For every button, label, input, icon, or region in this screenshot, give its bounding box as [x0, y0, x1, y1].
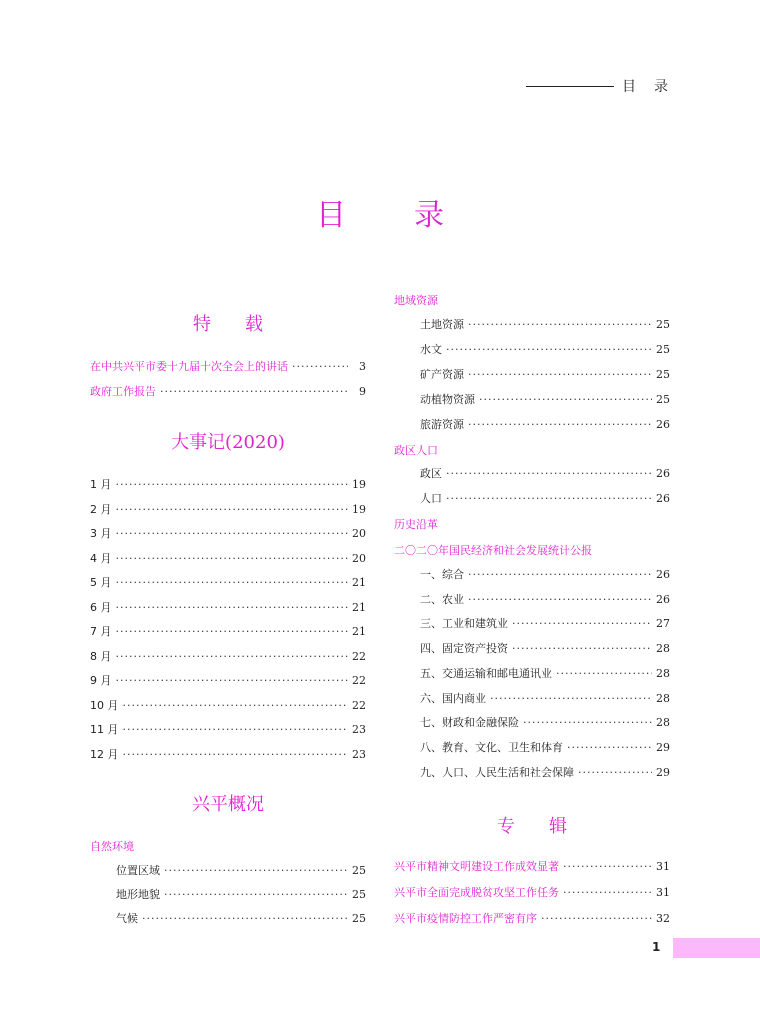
- toc-entry-page: 25: [656, 393, 670, 406]
- toc-entry-page: 29: [656, 765, 670, 779]
- toc-entry-label: 1 月: [90, 478, 112, 491]
- toc-entry-label: 政区: [420, 467, 442, 480]
- toc-entry[interactable]: [90, 625, 366, 639]
- leader-dots: [468, 318, 652, 332]
- toc-entry-label: 位置区域: [116, 864, 160, 877]
- toc-entry-label: 7 月: [90, 625, 112, 638]
- running-head-rule: [526, 86, 614, 87]
- subhead-history: 历史沿革: [394, 518, 438, 531]
- toc-entry-label: 兴平市精神文明建设工作成效显著: [394, 860, 559, 873]
- toc-entry-label: 水文: [420, 343, 442, 356]
- toc-entry-page: 25: [656, 343, 670, 356]
- leader-dots: [578, 766, 652, 780]
- toc-entry-page: 19: [352, 502, 366, 516]
- leader-dots: [123, 723, 349, 737]
- toc-entry-page: 25: [352, 864, 366, 877]
- toc-entry[interactable]: [90, 360, 366, 374]
- leader-dots: [116, 674, 349, 688]
- leader-dots: [116, 478, 349, 492]
- toc-entry-page: 21: [352, 625, 366, 638]
- leader-dots: [468, 593, 652, 607]
- toc-entry[interactable]: [394, 912, 670, 926]
- toc-entry-page: 21: [352, 600, 366, 614]
- toc-entry[interactable]: [420, 667, 670, 681]
- page-tab-decoration: [673, 938, 760, 958]
- leader-dots: [123, 699, 349, 713]
- leader-dots: [446, 343, 652, 357]
- toc-entry[interactable]: [90, 699, 366, 713]
- toc-entry-label: 动植物资源: [420, 393, 475, 406]
- toc-entry-page: 25: [656, 368, 670, 381]
- leader-dots: [446, 467, 652, 481]
- toc-entry-label: 矿产资源: [420, 368, 464, 381]
- leader-dots: [468, 368, 652, 382]
- toc-entry-page: 26: [656, 592, 670, 606]
- leader-dots: [164, 888, 348, 902]
- toc-entry-label: 3 月: [90, 527, 112, 540]
- toc-entry[interactable]: [420, 766, 670, 780]
- toc-entry-label: 三、工业和建筑业: [420, 617, 508, 631]
- toc-entry[interactable]: [420, 467, 670, 481]
- running-head-text: 目录: [622, 79, 686, 95]
- leader-dots: [116, 552, 349, 566]
- toc-entry-page: 29: [656, 740, 670, 754]
- toc-entry-label: 9 月: [90, 674, 112, 687]
- leader-dots: [123, 748, 349, 762]
- toc-entry[interactable]: [90, 748, 366, 762]
- toc-entry[interactable]: [116, 888, 366, 902]
- toc-entry[interactable]: [420, 593, 670, 607]
- toc-entry-label: 气候: [116, 912, 138, 925]
- toc-entry-label: 兴平市疫情防控工作严密有序: [394, 912, 537, 925]
- section-title-special: 特载: [193, 314, 297, 335]
- toc-entry-page: 26: [656, 568, 670, 581]
- toc-entry[interactable]: [420, 418, 670, 432]
- leader-dots: [523, 716, 652, 730]
- toc-entry-page: 19: [352, 478, 366, 491]
- toc-entry-label: 政府工作报告: [90, 385, 156, 398]
- toc-entry[interactable]: [420, 393, 670, 407]
- toc-entry[interactable]: [90, 723, 366, 737]
- toc-entry-label: 二、农业: [420, 592, 464, 606]
- toc-entry-page: 9: [359, 385, 366, 398]
- toc-entry-label: 兴平市全面完成脱贫攻坚工作任务: [394, 886, 559, 899]
- toc-entry-page: 31: [656, 886, 670, 899]
- toc-entry-label: 四、固定资产投资: [420, 642, 508, 656]
- toc-entry-label: 一、综合: [420, 568, 464, 581]
- leader-dots: [490, 692, 652, 706]
- leader-dots: [479, 393, 652, 407]
- leader-dots: [563, 886, 652, 900]
- toc-entry-page: 28: [656, 642, 670, 656]
- toc-entry-label: 土地资源: [420, 318, 464, 331]
- toc-entry-label: 地形地貌: [116, 888, 160, 901]
- toc-entry-page: 22: [352, 674, 366, 687]
- leader-dots: [512, 617, 652, 631]
- toc-entry-label: 10 月: [90, 698, 119, 712]
- toc-entry-label: 4 月: [90, 551, 112, 565]
- toc-entry[interactable]: [394, 860, 670, 874]
- toc-entry-page: 28: [656, 666, 670, 680]
- toc-entry-label: 八、教育、文化、卫生和体育: [420, 740, 563, 754]
- toc-entry[interactable]: [90, 527, 366, 541]
- toc-entry-page: 26: [656, 418, 670, 431]
- toc-entry-label: 旅游资源: [420, 418, 464, 431]
- toc-entry[interactable]: [394, 886, 670, 900]
- leader-dots: [541, 912, 652, 926]
- toc-entry[interactable]: [90, 601, 366, 615]
- toc-entry[interactable]: [420, 642, 670, 656]
- leader-dots: [116, 650, 349, 664]
- leader-dots: [142, 912, 348, 926]
- toc-entry[interactable]: [420, 617, 670, 631]
- toc-entry[interactable]: [420, 568, 670, 582]
- toc-entry-page: 20: [352, 527, 366, 540]
- section-title-special-edition: 专辑: [497, 816, 601, 837]
- toc-entry-page: 23: [352, 723, 366, 736]
- toc-entry-page: 22: [352, 649, 366, 663]
- toc-entry-page: 22: [352, 698, 366, 712]
- toc-entry-page: 25: [352, 888, 366, 901]
- toc-entry[interactable]: [90, 552, 366, 566]
- leader-dots: [512, 642, 652, 656]
- toc-entry-page: 3: [359, 360, 366, 373]
- leader-dots: [164, 864, 348, 878]
- section-title-overview: 兴平概况: [192, 794, 264, 815]
- leader-dots: [116, 601, 349, 615]
- toc-entry-page: 31: [656, 860, 670, 873]
- toc-entry-label: 5 月: [90, 576, 112, 589]
- toc-entry[interactable]: [420, 741, 670, 755]
- toc-entry-page: 21: [352, 576, 366, 589]
- running-head: [526, 76, 686, 96]
- toc-entry-label: 七、财政和金融保险: [420, 716, 519, 730]
- toc-entry[interactable]: [116, 912, 366, 926]
- toc-entry-label: 六、国内商业: [420, 691, 486, 705]
- leader-dots: [116, 625, 349, 639]
- leader-dots: [292, 360, 348, 374]
- toc-entry-page: 23: [352, 747, 366, 761]
- toc-entry[interactable]: [90, 674, 366, 688]
- toc-entry-label: 12 月: [90, 747, 119, 761]
- subhead-admin-population: 政区人口: [394, 444, 438, 457]
- leader-dots: [116, 503, 349, 517]
- toc-entry-label: 2 月: [90, 502, 112, 516]
- leader-dots: [446, 492, 652, 506]
- leader-dots: [563, 860, 652, 874]
- toc-entry-page: 25: [656, 318, 670, 331]
- toc-entry[interactable]: [420, 492, 670, 506]
- toc-entry-page: 32: [656, 912, 670, 925]
- toc-entry-label: 五、交通运输和邮电通讯业: [420, 666, 552, 680]
- page-number: 1: [652, 940, 661, 954]
- subhead-statistics-bulletin: 二〇二〇年国民经济和社会发展统计公报: [394, 544, 592, 557]
- toc-entry[interactable]: [420, 318, 670, 332]
- toc-entry[interactable]: [90, 503, 366, 517]
- toc-entry-label: 8 月: [90, 649, 112, 663]
- leader-dots: [468, 568, 652, 582]
- toc-entry[interactable]: [90, 385, 366, 399]
- toc-entry[interactable]: [420, 692, 670, 706]
- toc-entry-label: 6 月: [90, 600, 112, 614]
- leader-dots: [556, 667, 652, 681]
- leader-dots: [116, 576, 349, 590]
- leader-dots: [468, 418, 652, 432]
- toc-entry-page: 20: [352, 551, 366, 565]
- toc-entry[interactable]: [90, 650, 366, 664]
- subhead-natural-environment: 自然环境: [90, 840, 134, 853]
- toc-entry-label: 11 月: [90, 723, 119, 736]
- leader-dots: [160, 385, 348, 399]
- toc-entry-label: 在中共兴平市委十九届十次全会上的讲话: [90, 360, 288, 373]
- toc-entry[interactable]: [90, 478, 366, 492]
- toc-entry-page: 26: [656, 492, 670, 505]
- toc-entry[interactable]: [90, 576, 366, 590]
- leader-dots: [567, 741, 652, 755]
- toc-entry[interactable]: [420, 343, 670, 357]
- toc-entry-page: 28: [656, 716, 670, 730]
- section-title-events: 大事记(2020): [171, 432, 285, 453]
- toc-entry-page: 25: [352, 912, 366, 925]
- subhead-regional-resources: 地域资源: [394, 294, 438, 307]
- page-title: 目录: [316, 198, 512, 233]
- toc-entry[interactable]: [420, 716, 670, 730]
- toc-entry[interactable]: [420, 368, 670, 382]
- toc-entry-page: 27: [656, 617, 670, 631]
- toc-entry[interactable]: [116, 864, 366, 878]
- toc-entry-page: 28: [656, 691, 670, 705]
- leader-dots: [116, 527, 349, 541]
- toc-entry-label: 九、人口、人民生活和社会保障: [420, 765, 574, 779]
- toc-entry-page: 26: [656, 467, 670, 480]
- toc-entry-label: 人口: [420, 492, 442, 505]
